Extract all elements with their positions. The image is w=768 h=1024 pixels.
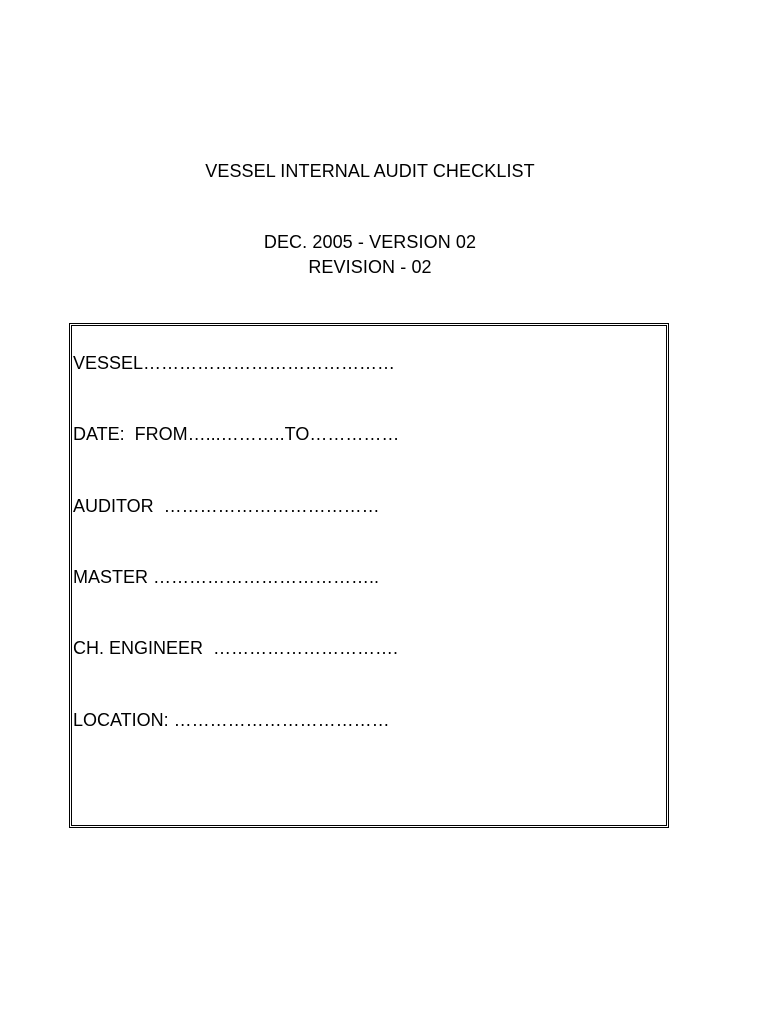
document-title: VESSEL INTERNAL AUDIT CHECKLIST xyxy=(205,161,535,181)
vessel-field: VESSEL…………………………………… xyxy=(73,353,396,373)
auditor-field: AUDITOR ……………………………… xyxy=(73,496,380,516)
chief-engineer-field: CH. ENGINEER …………………………. xyxy=(73,638,399,658)
location-field: LOCATION: ……………………………… xyxy=(73,710,390,730)
document-version: DEC. 2005 - VERSION 02 xyxy=(263,232,477,252)
date-field: DATE: FROM…...………..TO…………… xyxy=(73,424,400,444)
master-field: MASTER ……………………………….. xyxy=(73,567,380,587)
document-revision: REVISION - 02 xyxy=(308,257,432,277)
